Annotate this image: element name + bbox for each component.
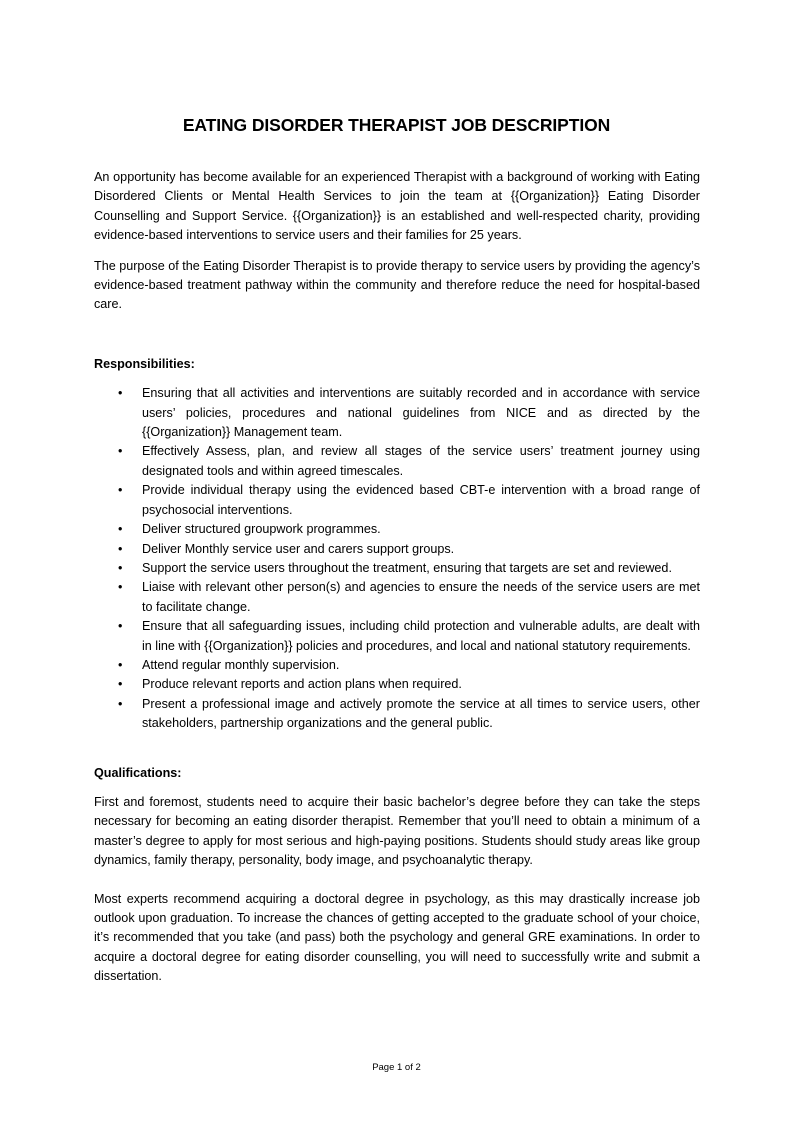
list-item-text: Support the service users throughout the treatment, ensuring that targets are set and reviewed. [142, 560, 672, 575]
list-item [94, 578, 700, 617]
page-number: Page 1 of 2 [372, 1062, 421, 1073]
list-item [94, 520, 700, 539]
list-item [94, 656, 700, 675]
document-body [94, 168, 700, 987]
list-item-text: Effectively Assess, plan, and review all stages of the service users’ treatment journey using designated tools and within agreed timescales. [142, 444, 700, 478]
bullet-icon: • [118, 444, 123, 459]
list-item-text: Provide individual therapy using the evidenced based CBT-e intervention with a broad range of psychosocial interventions. [142, 483, 700, 517]
qualifications-paragraph: Most experts recommend acquiring a doctoral degree in psychology, as this may drastically increase job outlook upon graduation. To increase the chances of getting accepted to the graduate school of your choice, it’s recommended that you take (and pass) both the psychology and general GRE examinations. In order to acquire a doctoral degree for eating disorder counselling, you will need to successfully write and submit a dissertation. [94, 891, 700, 984]
bullet-icon: • [118, 657, 123, 672]
intro-paragraph: The purpose of the Eating Disorder Therapist is to provide therapy to service users by providing the agency’s evidence-based treatment pathway within the community and therefore reduce the need for hospital-based care. [94, 258, 700, 312]
list-item-text: Deliver structured groupwork programmes. [142, 522, 381, 537]
list-item-text: Attend regular monthly supervision. [142, 657, 340, 672]
list-item [94, 675, 700, 694]
list-item [94, 442, 700, 481]
qualifications-heading: Qualifications: [94, 765, 182, 780]
bullet-icon: • [118, 677, 123, 692]
bullet-icon: • [118, 386, 123, 401]
list-item [94, 384, 700, 442]
document-title: EATING DISORDER THERAPIST JOB DESCRIPTION [182, 115, 611, 135]
list-item [94, 481, 700, 520]
bullet-icon: • [118, 580, 123, 595]
list-item-text: Liaise with relevant other person(s) and agencies to ensure the needs of the service users are met to facilitate change. [142, 580, 700, 614]
qualifications-paragraph: First and foremost, students need to acquire their basic bachelor’s degree before they can take the steps necessary for becoming an eating disorder therapist. Remember that you’ll need to obtain a minimum of a master’s degree to apply for most serious and high-paying positions. Students should study areas like group dynamics, family therapy, personality, body image, and psychoanalytic therapy. [94, 794, 700, 868]
list-item-text: Deliver Monthly service user and carers support groups. [142, 541, 455, 556]
bullet-icon: • [118, 619, 123, 634]
bullet-icon: • [118, 483, 123, 498]
list-item-text: Present a professional image and actively promote the service at all times to service users, other stakeholders, partnership organizations and the general public. [142, 696, 700, 731]
bullet-icon: • [118, 560, 123, 575]
list-item [94, 617, 700, 656]
list-item [94, 540, 700, 559]
intro-paragraph: An opportunity has become available for an experienced Therapist with a background of working with Eating Disordered Clients or Mental Health Services to join the team at {{Organization}} Eating Disorder Counselling and Support Service. {{Organization}} is an established and well-respected charity, providing evidence-based interventions to service users and their families for 25 years. [94, 170, 700, 243]
list-item [94, 559, 700, 578]
responsibilities-heading: Responsibilities: [94, 356, 195, 371]
responsibilities-list [94, 384, 700, 733]
bullet-icon: • [118, 696, 123, 711]
list-item-text: Produce relevant reports and action plans when required. [142, 677, 462, 692]
list-item-text: Ensure that all safeguarding issues, including child protection and vulnerable adults, are dealt with in line with {{Organization}} policies and procedures, and local and national statutory requirements. [142, 619, 700, 653]
list-item-text: Ensuring that all activities and interventions are suitably recorded and in accordance with service users’ policies, procedures and national guidelines from NICE and as directed by the {{Organization}} Management team. [142, 386, 700, 440]
list-item [94, 695, 700, 734]
bullet-icon: • [118, 541, 123, 556]
bullet-icon: • [118, 522, 123, 537]
